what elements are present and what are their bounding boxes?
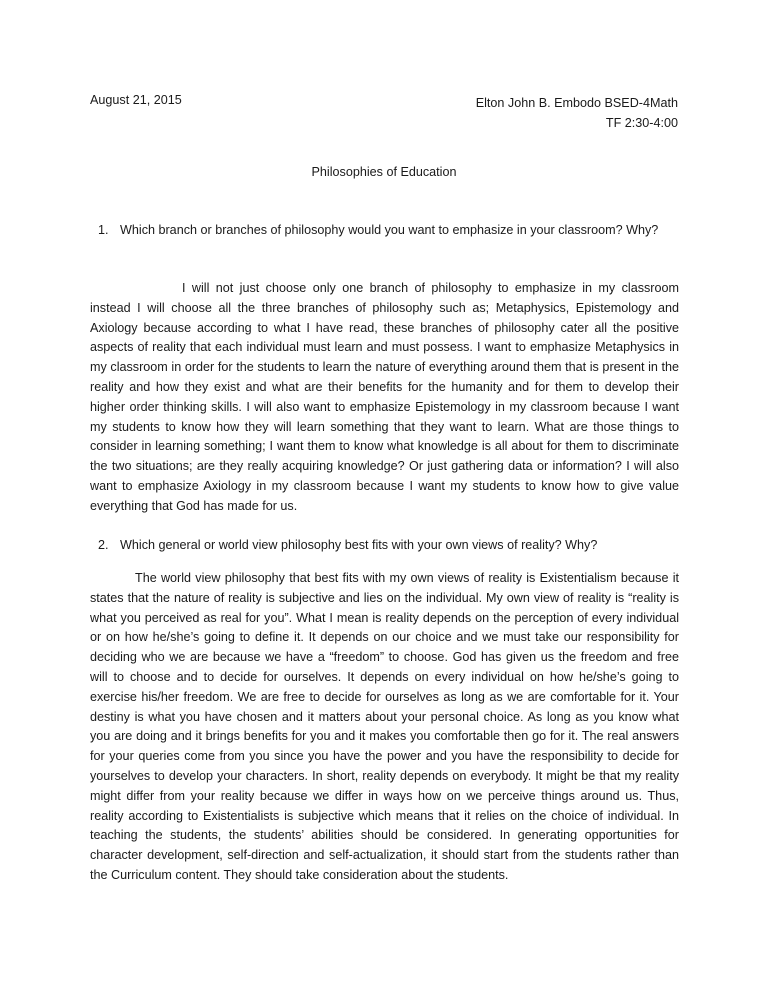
date-line: August 21, 2015 xyxy=(90,93,182,107)
question-2-number: 2. xyxy=(98,538,109,552)
class-schedule: TF 2:30-4:00 xyxy=(605,116,678,130)
question-1 xyxy=(98,221,679,241)
answer-1-paragraph: I will not just choose only one branch of philosophy to emphasize in my classroom instead I will choose all the three branches of philosophy such as; Metaphysics, Epistemology and Axiology because according to what I have read, these branches of philosophy cater all the positive aspects of reality that each individual must learn and must possess. I want to emphasize Metaphysics in my classroom in order for the students to learn the nature of everything around them that is present in the reality and how they exist and what are their benefits for the humanity and for them to develop their higher order thinking skills. I will also want to emphasize Epistemology in my classroom because I want my students to know how they will learn something that they want to learn. What are those things to consider in learning something; I want them to know what knowledge is all about for them to discriminate the two situations; are they really acquiring knowledge? Or just gathering data or information? I will also want to emphasize Axiology in my classroom because I want my students to know how to give value everything that God has made for us. xyxy=(90,281,679,513)
author-block xyxy=(440,93,678,133)
question-2-text: Which general or world view philosophy best fits with your own views of reality? Why? xyxy=(120,538,598,552)
question-2 xyxy=(98,536,679,556)
answer-2-paragraph: The world view philosophy that best fits with my own views of reality is Existentialism because it states that the nature of reality is subjective and lies on the individual. My own view of reality is “reality is what you perceived as real for you”. What I mean is reality depends on the perception of every individual or on how he/she’s going to define it. It depends on our choice and we must take our responsibility for deciding who we are because we have a “freedom” to choose. God has given us the freedom and free will to choose and to decide for ourselves. It depends on every individual on how he/she’s going to exercise his/her freedom. We are free to decide for ourselves as long as we are comfortable for it. Your destiny is what you have chosen and it matters about your personal choice. As long as you know what you are doing and it brings benefits for you and it makes you comfortable then go for it. The real answers for your queries come from you since you have the power and you have the responsibility to decide for yourselves to develop your characters. In short, reality depends on everybody. It might be that my reality might differ from your reality because we differ in ways how on we perceive things around us. Thus, reality according to Existentialists is subjective which means that it relies on the choice of individual. In teaching the students, the students’ abilities should be considered. In generating opportunities for character development, self-direction and self-actualization, it should start from the students rather than the Curriculum content. They should take consideration about the students. xyxy=(90,571,679,882)
document-title: Philosophies of Education xyxy=(311,165,457,179)
question-1-number: 1. xyxy=(98,223,109,237)
question-1-text: Which branch or branches of philosophy would you want to emphasize in your classroom? Why? xyxy=(120,223,659,237)
author-name: Elton John B. Embodo BSED-4Math xyxy=(475,96,678,110)
